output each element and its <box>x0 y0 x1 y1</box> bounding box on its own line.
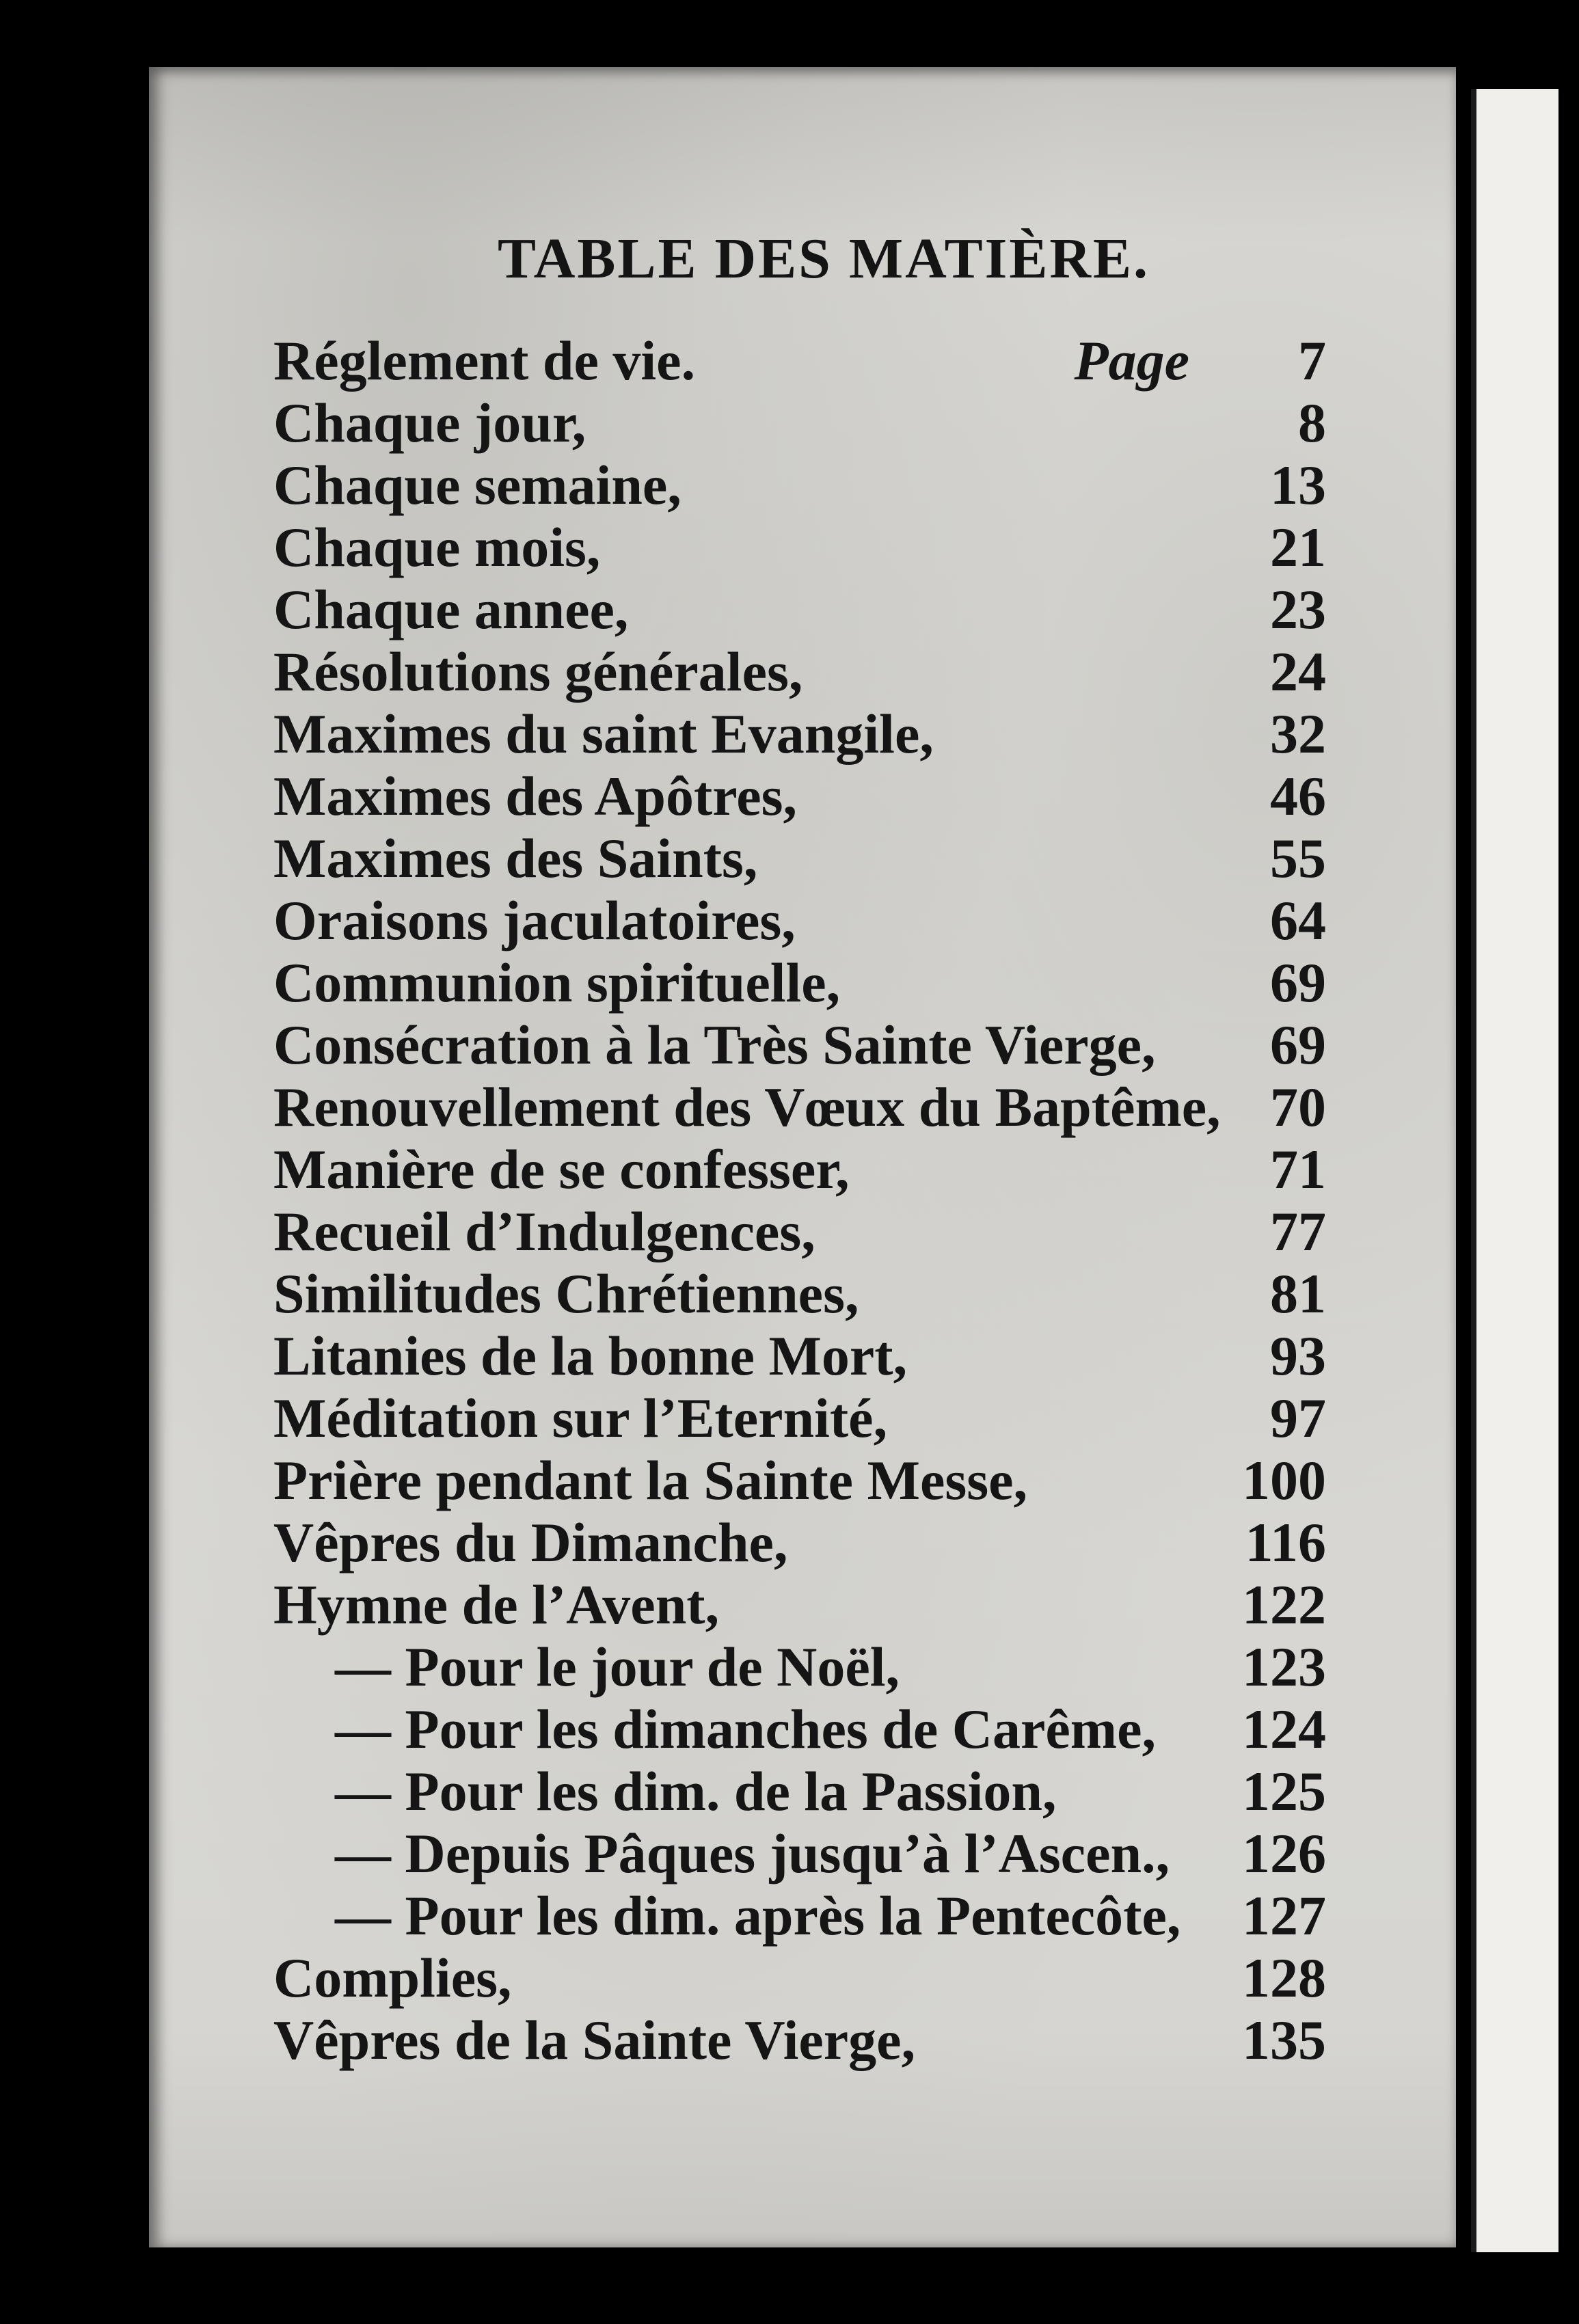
toc-entry-page: 126 <box>1242 1822 1326 1884</box>
toc-entry-label: Méditation sur l’Eternité, <box>273 1387 888 1449</box>
toc-entry-page: 100 <box>1242 1449 1326 1511</box>
toc-entry-page: 13 <box>1270 454 1326 516</box>
toc-entry-label: Prière pendant la Sainte Messe, <box>273 1449 1028 1511</box>
toc-entry-label: Renouvellement des Vœux du Baptême, <box>273 1076 1221 1138</box>
toc-entry-page: 69 <box>1270 1014 1326 1076</box>
toc-entry <box>273 765 1326 827</box>
toc-entry <box>273 1511 1326 1573</box>
toc-entry-page: 93 <box>1270 1325 1326 1387</box>
toc-entry <box>273 1076 1326 1138</box>
toc-entry-label: Maximes des Apôtres, <box>273 765 798 827</box>
toc-entry-label: Hymne de l’Avent, <box>273 1573 720 1636</box>
toc-entry-label: Communion spirituelle, <box>273 951 841 1014</box>
toc-entry-page: 125 <box>1242 1760 1326 1822</box>
toc-entry-page: 55 <box>1270 827 1326 889</box>
toc-entry <box>273 2009 1326 2071</box>
toc-entry <box>273 1325 1326 1387</box>
toc-subentry <box>273 1698 1326 1760</box>
toc-entry-label: — Pour le jour de Noël, <box>335 1636 900 1698</box>
toc-entry-page: 116 <box>1245 1511 1326 1573</box>
toc-entry <box>273 1387 1326 1449</box>
toc-subentry <box>273 1884 1326 1947</box>
toc-entry-page: 24 <box>1270 640 1326 703</box>
toc-entry-label: Chaque semaine, <box>273 454 681 516</box>
toc-subentry <box>273 1760 1326 1822</box>
toc-entry <box>273 1262 1326 1325</box>
toc-entry <box>273 640 1326 703</box>
toc-entry-page: 97 <box>1270 1387 1326 1449</box>
toc-entry-label: — Pour les dimanches de Carême, <box>335 1698 1157 1760</box>
toc-entry-label: Complies, <box>273 1947 512 2009</box>
page-title: TABLE DES MATIÈRE. <box>497 227 1150 290</box>
toc-entry-page: 32 <box>1270 703 1326 765</box>
toc-entry-page: 81 <box>1270 1262 1326 1325</box>
toc-entry-label: — Pour les dim. après la Pentecôte, <box>335 1884 1181 1947</box>
toc-entry <box>273 329 1326 392</box>
toc-subentry <box>273 1636 1326 1698</box>
toc-entry-page: 46 <box>1270 765 1326 827</box>
toc-entry-label: Chaque annee, <box>273 578 629 640</box>
toc-entry-page: 64 <box>1270 889 1326 951</box>
toc-entry-label: Consécration à la Très Sainte Vierge, <box>273 1014 1156 1076</box>
toc-entry-page: 23 <box>1270 578 1326 640</box>
toc-entry-page: 8 <box>1298 392 1326 454</box>
toc-entry <box>273 516 1326 578</box>
toc-entry-page: 70 <box>1270 1076 1326 1138</box>
toc-entry <box>273 578 1326 640</box>
toc-entry <box>273 951 1326 1014</box>
toc-entry-label: — Depuis Pâques jusqu’à l’Ascen., <box>335 1822 1170 1884</box>
page-word-label: Page <box>1074 329 1189 392</box>
adjacent-page-edge <box>1471 89 1558 2252</box>
toc-entry-label: Vêpres de la Sainte Vierge, <box>273 2009 916 2071</box>
toc-entry-label: Litanies de la bonne Mort, <box>273 1325 908 1387</box>
toc-entry <box>273 703 1326 765</box>
toc-entry-label: Résolutions générales, <box>273 640 803 703</box>
toc-entry-page: 123 <box>1242 1636 1326 1698</box>
toc-entry-page: 135 <box>1242 2009 1326 2071</box>
table-of-contents <box>273 329 1326 2071</box>
toc-entry-label: Maximes du saint Evangile, <box>273 703 934 765</box>
toc-entry <box>273 1573 1326 1636</box>
toc-entry-label: Vêpres du Dimanche, <box>273 1511 788 1573</box>
toc-entry-page: 21 <box>1270 516 1326 578</box>
toc-entry-label: Chaque mois, <box>273 516 601 578</box>
toc-entry <box>273 1138 1326 1200</box>
toc-entry-label: — Pour les dim. de la Passion, <box>335 1760 1057 1822</box>
toc-entry-page: 127 <box>1242 1884 1326 1947</box>
toc-entry-label: Similitudes Chrétiennes, <box>273 1262 859 1325</box>
toc-entry-label: Maximes des Saints, <box>273 827 758 889</box>
toc-entry-page: 77 <box>1270 1200 1326 1262</box>
toc-entry-page: 122 <box>1242 1573 1326 1636</box>
toc-entry-label: Manière de se confesser, <box>273 1138 850 1200</box>
toc-entry-label: Recueil d’Indulgences, <box>273 1200 815 1262</box>
toc-entry-label: Réglement de vie. <box>273 329 696 392</box>
toc-entry-label: Chaque jour, <box>273 392 586 454</box>
toc-entry <box>273 392 1326 454</box>
toc-entry-page: 124 <box>1242 1698 1326 1760</box>
toc-entry-page: 7 <box>1298 329 1326 392</box>
toc-entry <box>273 454 1326 516</box>
toc-entry-label: Oraisons jaculatoires, <box>273 889 796 951</box>
toc-entry <box>273 889 1326 951</box>
toc-entry <box>273 1947 1326 2009</box>
toc-entry-page: 69 <box>1270 951 1326 1014</box>
toc-entry <box>273 1014 1326 1076</box>
toc-subentry <box>273 1822 1326 1884</box>
toc-entry <box>273 827 1326 889</box>
toc-entry-page: 71 <box>1270 1138 1326 1200</box>
toc-entry <box>273 1449 1326 1511</box>
toc-entry-page: 128 <box>1242 1947 1326 2009</box>
toc-entry <box>273 1200 1326 1262</box>
